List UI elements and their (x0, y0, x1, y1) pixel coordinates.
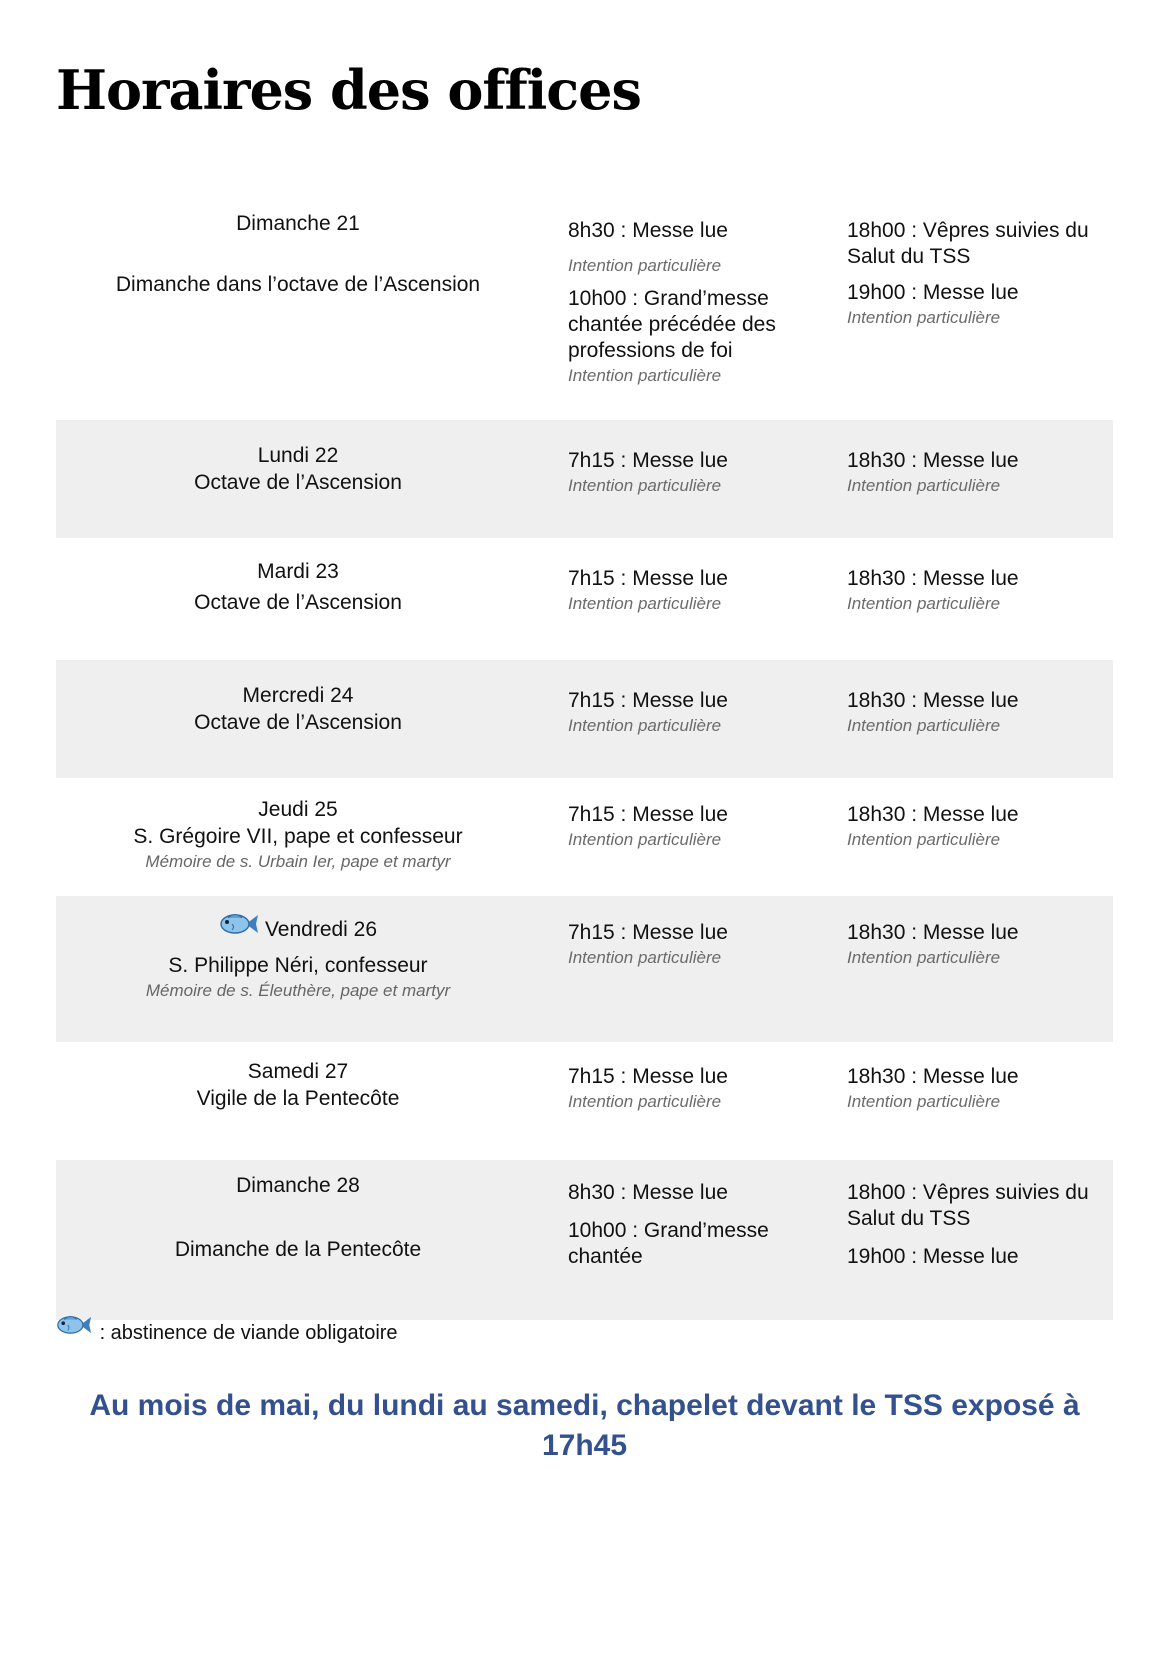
morning-services (568, 1064, 808, 1114)
feast-label: Dimanche de la Pentecôte (174, 1238, 422, 1261)
evening-services (847, 688, 1109, 738)
service-time: 7h15 : Messe lue (568, 1065, 728, 1088)
day-cell (56, 916, 540, 1002)
schedule-row-saturday-27 (56, 1042, 1113, 1160)
service-intention: Intention particulière (847, 716, 1001, 735)
day-cell (56, 442, 540, 496)
schedule-row-friday-26 (56, 896, 1113, 1042)
morning-services (568, 802, 808, 852)
service-time: 8h30 : Messe lue (568, 1181, 728, 1204)
day-label: Dimanche 28 (236, 1174, 360, 1197)
feast-label: Octave de l’Ascension (194, 471, 402, 494)
service-time: 7h15 : Messe lue (568, 449, 728, 472)
page-title: Horaires des offices (56, 58, 641, 122)
service-intention: Intention particulière (568, 366, 722, 385)
service-intention: Intention particulière (847, 594, 1001, 613)
day-cell (56, 1058, 540, 1112)
service-intention: Intention particulière (568, 716, 722, 735)
feast-label: Octave de l’Ascension (194, 591, 402, 614)
service-time: 18h00 : Vêpres suivies du Salut du TSS (847, 219, 1089, 268)
service-intention: Intention particulière (847, 830, 1001, 849)
day-cell (56, 558, 540, 616)
morning-services (568, 1180, 808, 1270)
day-cell (56, 796, 540, 873)
morning-services (568, 920, 808, 970)
service-time: 10h00 : Grand’messe chantée précédée des professions de foi (568, 287, 776, 362)
evening-services (847, 566, 1109, 616)
service-time: 18h00 : Vêpres suivies du Salut du TSS (847, 1181, 1089, 1230)
evening-services (847, 1180, 1109, 1270)
schedule-row-sunday-28 (56, 1160, 1113, 1320)
service-intention: Intention particulière (568, 830, 722, 849)
day-label: Mercredi 24 (242, 684, 354, 707)
schedule-row-monday-22 (56, 420, 1113, 538)
day-cell (56, 1172, 540, 1263)
schedule-row-tuesday-23 (56, 538, 1113, 660)
morning-services (568, 448, 808, 498)
schedule-row-thursday-25 (56, 778, 1113, 896)
day-cell (56, 210, 540, 298)
day-label: Vendredi 26 (264, 918, 378, 941)
memorial-label: Mémoire de s. Urbain Ier, pape et martyr (145, 852, 451, 871)
day-label: Mardi 23 (257, 560, 339, 583)
service-time: 7h15 : Messe lue (568, 567, 728, 590)
evening-services (847, 218, 1109, 330)
service-intention: Intention particulière (847, 948, 1001, 967)
service-time: 18h30 : Messe lue (847, 1065, 1019, 1088)
service-intention: Intention particulière (568, 594, 722, 613)
morning-services (568, 218, 808, 388)
day-label: Samedi 27 (247, 1060, 349, 1083)
service-time: 8h30 : Messe lue (568, 219, 728, 242)
announcement: Au mois de mai, du lundi au samedi, chapelet devant le TSS exposé à 17h45 (89, 1389, 1080, 1462)
evening-services (847, 448, 1109, 498)
evening-services (847, 1064, 1109, 1114)
feast-label: Octave de l’Ascension (194, 711, 402, 734)
service-intention: Intention particulière (847, 1092, 1001, 1111)
service-time: 18h30 : Messe lue (847, 803, 1019, 826)
service-time: 10h00 : Grand’messe chantée (568, 1219, 769, 1268)
service-intention: Intention particulière (568, 476, 722, 495)
morning-services (568, 566, 808, 616)
fish-icon (56, 1312, 92, 1338)
service-time: 7h15 : Messe lue (568, 803, 728, 826)
schedule-row-sunday-21 (56, 200, 1113, 400)
service-time: 18h30 : Messe lue (847, 921, 1019, 944)
evening-services (847, 802, 1109, 852)
memorial-label: Mémoire de s. Éleuthère, pape et martyr (145, 981, 451, 1001)
day-cell (56, 682, 540, 736)
evening-services (847, 920, 1109, 970)
legend (56, 1320, 398, 1346)
fish-icon (219, 910, 259, 938)
schedule-row-wednesday-24 (56, 660, 1113, 778)
day-label: Jeudi 25 (258, 798, 338, 821)
morning-services (568, 688, 808, 738)
day-heading (56, 916, 540, 944)
service-intention: Intention particulière (568, 948, 722, 967)
service-intention: Intention particulière (847, 476, 1001, 495)
service-intention: Intention particulière (847, 308, 1001, 327)
service-time: 18h30 : Messe lue (847, 689, 1019, 712)
feast-label: S. Grégoire VII, pape et confesseur (133, 825, 463, 848)
legend-text: : abstinence de viande obligatoire (99, 1321, 398, 1344)
service-time: 18h30 : Messe lue (847, 449, 1019, 472)
service-time: 19h00 : Messe lue (847, 281, 1019, 304)
service-time: 18h30 : Messe lue (847, 567, 1019, 590)
service-time: 7h15 : Messe lue (568, 921, 728, 944)
day-label: Dimanche 21 (236, 212, 360, 235)
service-time: 19h00 : Messe lue (847, 1245, 1019, 1268)
feast-label: S. Philippe Néri, confesseur (168, 954, 428, 978)
day-label: Lundi 22 (257, 444, 339, 467)
service-intention: Intention particulière (568, 1092, 722, 1111)
feast-label: Vigile de la Pentecôte (196, 1087, 400, 1110)
service-intention: Intention particulière (568, 256, 722, 275)
feast-label: Dimanche dans l’octave de l’Ascension (115, 273, 481, 296)
service-time: 7h15 : Messe lue (568, 689, 728, 712)
